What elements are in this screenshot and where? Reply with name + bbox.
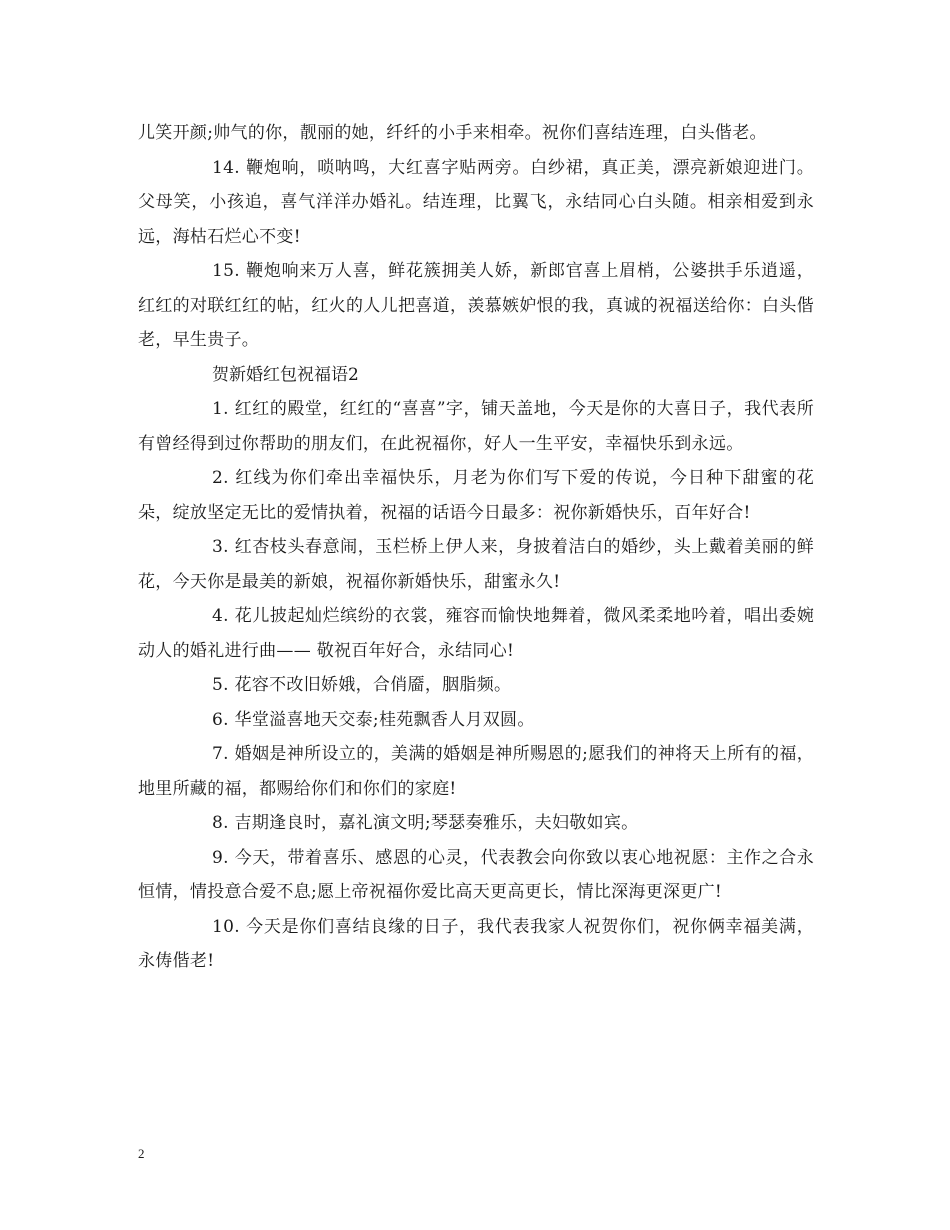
paragraph-item-1: 1. 红红的殿堂，红红的“喜喜”字，铺天盖地，今天是你的大喜日子，我代表所有曾经得到过你帮助的朋友们，在此祝福你，好人一生平安，幸福快乐到永远。 (138, 399, 814, 454)
paragraph-item-2: 2. 红线为你们牵出幸福快乐，月老为你们写下爱的传说，今日种下甜蜜的花朵，绽放坚定无比的爱情执着，祝福的话语今日最多：祝你新婚快乐，百年好合! (138, 468, 814, 523)
paragraph-item-8: 8. 吉期逢良时，嘉礼演文明;琴瑟奏雅乐，夫妇敬如宾。 (212, 813, 639, 833)
section-heading: 贺新婚红包祝福语2 (212, 364, 359, 385)
paragraph-item-9: 9. 今天，带着喜乐、感恩的心灵，代表教会向你致以衷心地祝愿：主作之合永恒情，情投意合爱不息;愿上帝祝福你爱比高天更高更长，情比深海更深更广! (138, 847, 814, 902)
paragraph-item-7: 7. 婚姻是神所设立的，美满的婚姻是神所赐恩的;愿我们的神将天上所有的福，地里所藏的福，都赐给你们和你们的家庭! (138, 744, 814, 799)
document-body (138, 116, 814, 979)
paragraph-item-15: 15. 鞭炮响来万人喜，鲜花簇拥美人娇，新郎官喜上眉梢，公婆拱手乐逍遥，红红的对联红红的帖，红火的人儿把喜道，羡慕嫉妒恨的我，真诚的祝福送给你：白头偕老，早生贵子。 (138, 261, 814, 350)
page-number: 2 (138, 1146, 145, 1161)
paragraph-item-4: 4. 花儿披起灿烂缤纷的衣裳，雍容而愉快地舞着，微风柔柔地吟着，唱出委婉动人的婚礼进行曲—— 敬祝百年好合，永结同心! (138, 606, 814, 661)
paragraph-item-10: 10. 今天是你们喜结良缘的日子，我代表我家人祝贺你们，祝你俩幸福美满，永俦偕老! (138, 916, 814, 971)
paragraph-item-6: 6. 华堂溢喜地天交泰;桂苑飘香人月双圆。 (212, 709, 535, 730)
paragraph-continuation: 儿笑开颜;帅气的你，靓丽的她，纤纤的小手来相牵。祝你们喜结连理，白头偕老。 (138, 123, 767, 143)
paragraph-item-3: 3. 红杏枝头春意闹，玉栏桥上伊人来，身披着洁白的婚纱，头上戴着美丽的鲜花，今天你是最美的新娘，祝福你新婚快乐，甜蜜永久! (138, 537, 814, 592)
paragraph-item-14: 14. 鞭炮响，唢呐鸣，大红喜字贴两旁。白纱裙，真正美，漂亮新娘迎进门。父母笑，小孩追，喜气洋洋办婚礼。结连理，比翼飞，永结同心白头随。相亲相爱到永远，海枯石烂心不变! (138, 157, 814, 247)
paragraph-item-5: 5. 花容不改旧娇娥，合俏靥，胭脂频。 (212, 675, 512, 695)
